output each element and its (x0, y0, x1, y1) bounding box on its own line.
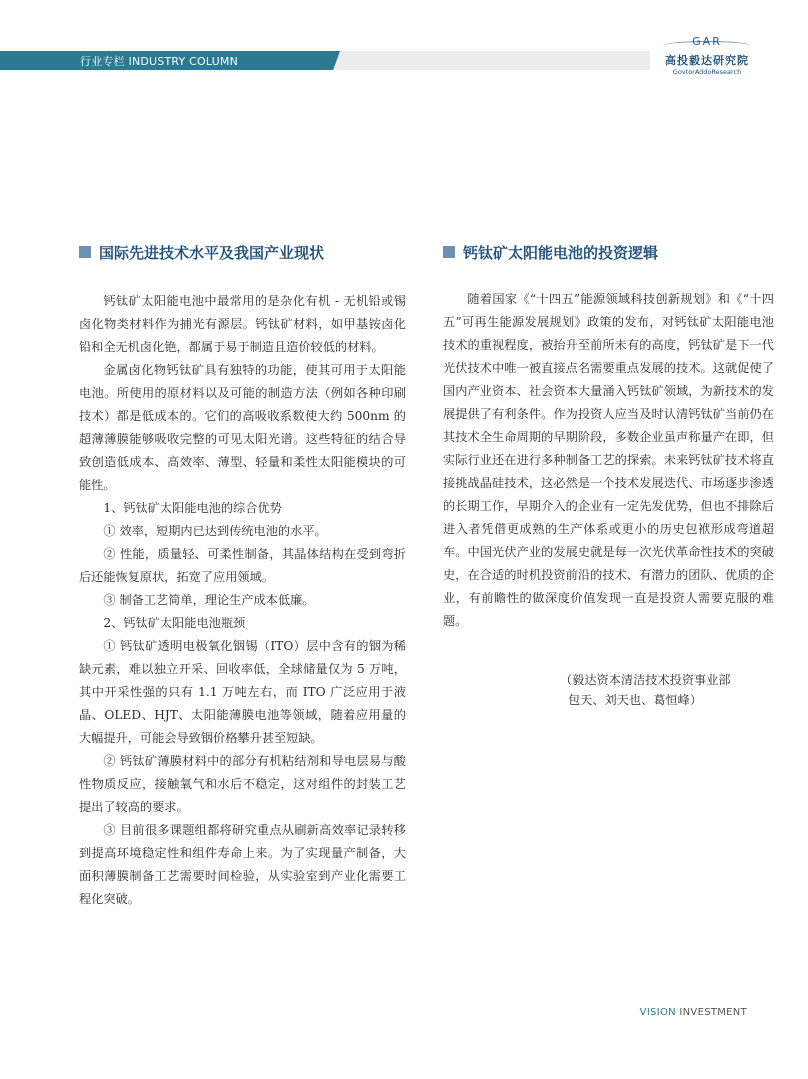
paragraph: ③ 制备工艺简单，理论生产成本低廉。 (103, 593, 315, 607)
footer-investment: INVESTMENT (679, 1007, 747, 1018)
right-heading-text: 钙钛矿太阳能电池的投资逻辑 (463, 243, 659, 262)
left-column (79, 290, 406, 911)
paragraph: 1、钙钛矿太阳能电池的综合优势 (103, 501, 282, 515)
column-label: 行业专栏 INDUSTRY COLUMN (80, 55, 239, 68)
paragraph: 随着国家《“十四五”能源领域科技创新规划》和《“十四五”可再生能源发展规划》政策的发布，对钙钛矿太阳能电池技术的重视程度，被抬升至前所未有的高度，钙钛矿是下一代光伏技术中唯一被直接点名需要重点发展的技术。这就促使了国内产业资本、社会资本大量涌入钙钛矿领域，为新技术的发展提供了有利条件。作为投资人应当及时认清钙钛矿当前仍在其技术全生命周期的早期阶段，多数企业虽声称量产在即，但实际行业还在进行多种制备工艺的探索。未来钙钛矿技术将直接挑战晶硅技术，这必然是一个技术发展迭代、市场逐步渗透的长期工作，早期介入的企业有一定先发优势，但也不排除后进入者凭借更成熟的生产体系或更小的历史包袱形成弯道超车。中国光伏产业的发展史就是每一次光伏革命性技术的突破史，在合适的时机投资前沿的技术、有潜力的团队、优质的企业，有前瞻性的做深度价值发现一直是投资人需要克服的难题。 (443, 292, 774, 628)
heading-square-icon (443, 246, 455, 258)
paragraph: 2、钙钛矿太阳能电池瓶颈 (103, 616, 246, 630)
heading-square-icon (79, 246, 91, 258)
paragraph: ③ 目前很多课题组都将研究重点从刷新高效率记录转移到提高环境稳定性和组件寿命上来。为了实现量产制备，大面积薄膜制备工艺需要时间检验，从实验室到产业化需要工程化突破。 (79, 823, 406, 906)
logo-english-name: GovtorAddoResearch (672, 68, 742, 76)
paragraph: 钙钛矿太阳能电池中最常用的是杂化有机 - 无机铅或锡卤化物类材料作为捕光有源层。钙钛矿材料，如甲基铵卤化铅和全无机卤化铯，都属于易于制造且造价较低的材料。 (79, 294, 406, 354)
right-column (443, 288, 774, 633)
right-section-heading (443, 241, 658, 263)
paragraph: ① 钙钛矿透明电极氧化铟锡（ITO）层中含有的铟为稀缺元素，难以独立开采、回收率低，全球储量仅为 5 万吨，其中开采性强的只有 1.1 万吨左右，而 ITO 广泛应用于液晶、OLED、HJT、太阳能薄膜电池等领域，随着应用量的大幅提升，可能会导致铟价格攀升甚至短缺。 (79, 639, 406, 745)
attribution-line: 包天、刘天也、葛恒峰） (568, 693, 703, 707)
left-section-heading (79, 241, 324, 263)
left-heading-text: 国际先进技术水平及我国产业现状 (99, 243, 325, 262)
paragraph: ② 性能，质量轻、可柔性制备，其晶体结构在受到弯折后还能恢复原状，拓宽了应用领域。 (79, 547, 406, 584)
paragraph: ① 效率，短期内已达到传统电池的水平。 (103, 524, 327, 538)
attribution-line: （毅达资本清洁技术投资事业部 (560, 673, 731, 687)
footer (640, 1007, 747, 1018)
paragraph: 金属卤化物钙钛矿具有独特的功能，使其可用于太阳能电池。所使用的原材料以及可能的制造方法（例如各种印刷技术）都是低成本的。它们的高吸收系数使大约 500nm 的超薄薄膜能够吸收完整的可见太阳光谱。这些特征的结合导致创造低成本、高效率、薄型、轻量和柔性太阳能模块的可能性。 (79, 363, 406, 492)
logo (652, 35, 762, 85)
paragraph: ② 钙钛矿薄膜材料中的部分有机粘结剂和导电层易与酸性物质反应，接触氧气和水后不稳定，这对组件的封装工艺提出了较高的要求。 (79, 754, 406, 814)
logo-mark: GAR (652, 35, 762, 49)
attribution (560, 670, 760, 710)
footer-vision: VISION (639, 1007, 676, 1018)
logo-chinese-name: 高投毅达研究院 (665, 54, 749, 67)
